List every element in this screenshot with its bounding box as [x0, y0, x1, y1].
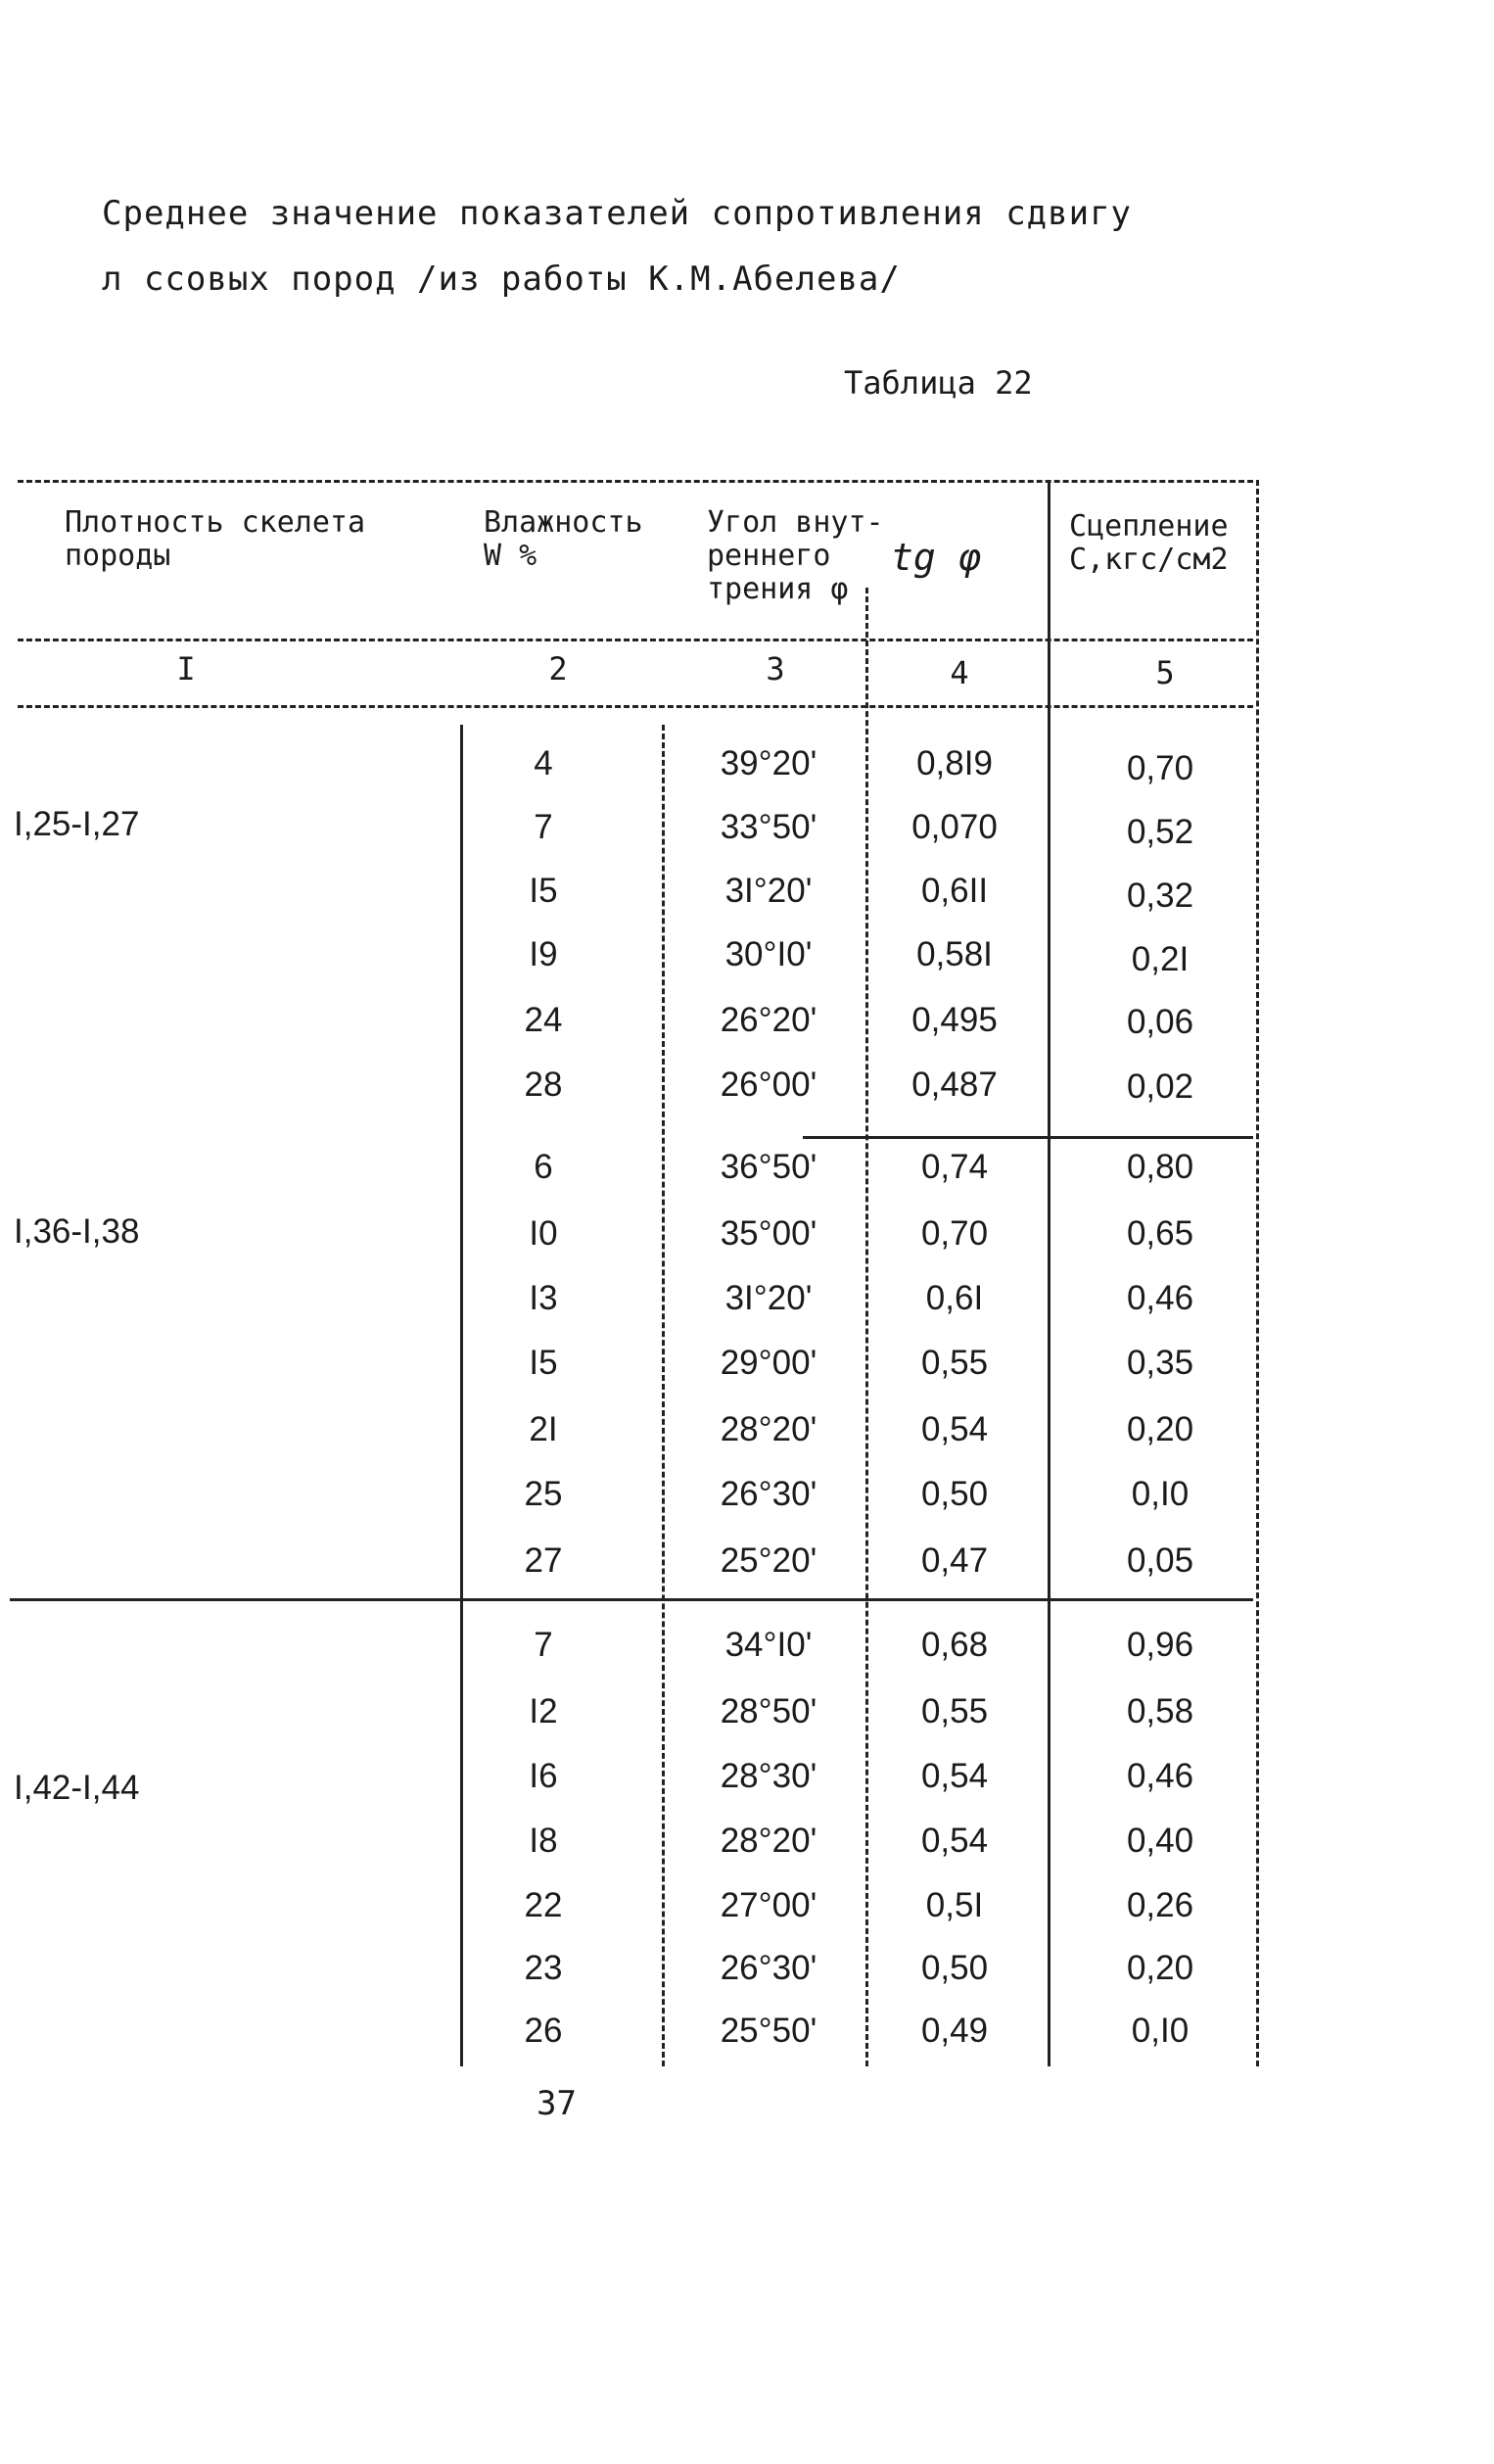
- table-label: Таблица 22: [844, 364, 1033, 402]
- column-3-border: [865, 588, 868, 2066]
- column-number-1: I: [176, 650, 196, 687]
- header-density: Плотность скелета породы: [65, 505, 366, 573]
- header-friction-angle: Угол внут- реннего трения φ: [707, 505, 884, 606]
- group-3-separator: [10, 1598, 1253, 1601]
- density-group-1: I,25-I,27: [14, 805, 140, 843]
- table-top-rule: [18, 480, 1253, 483]
- column-4-border: [1048, 480, 1050, 2066]
- column-number-5: 5: [1155, 654, 1175, 691]
- group-2-separator: [803, 1136, 1253, 1139]
- column-number-4: 4: [950, 654, 969, 691]
- header-moisture: Влажность W %: [484, 505, 643, 573]
- column-number-3: 3: [766, 650, 785, 687]
- column-number-2: 2: [548, 650, 568, 687]
- header-cohesion: Сцепление С,кгс/см2: [1069, 509, 1229, 577]
- header-tangent: tg φ: [891, 536, 981, 579]
- document-title-line-1: Среднее значение показателей сопротивления сдвигу: [102, 194, 1133, 233]
- column-5-border: [1256, 480, 1259, 2066]
- page-number: 37: [537, 2084, 577, 2123]
- document-title-line-2: л ссовых пород /из работы К.М.Абелева/: [102, 260, 901, 299]
- density-group-2: I,36-I,38: [14, 1212, 140, 1251]
- column-numbers-bottom-rule: [18, 705, 1253, 708]
- header-bottom-rule: [18, 639, 1253, 641]
- column-2-border: [662, 725, 665, 2066]
- density-group-3: I,42-I,44: [14, 1769, 140, 1807]
- column-1-border: [460, 725, 463, 2066]
